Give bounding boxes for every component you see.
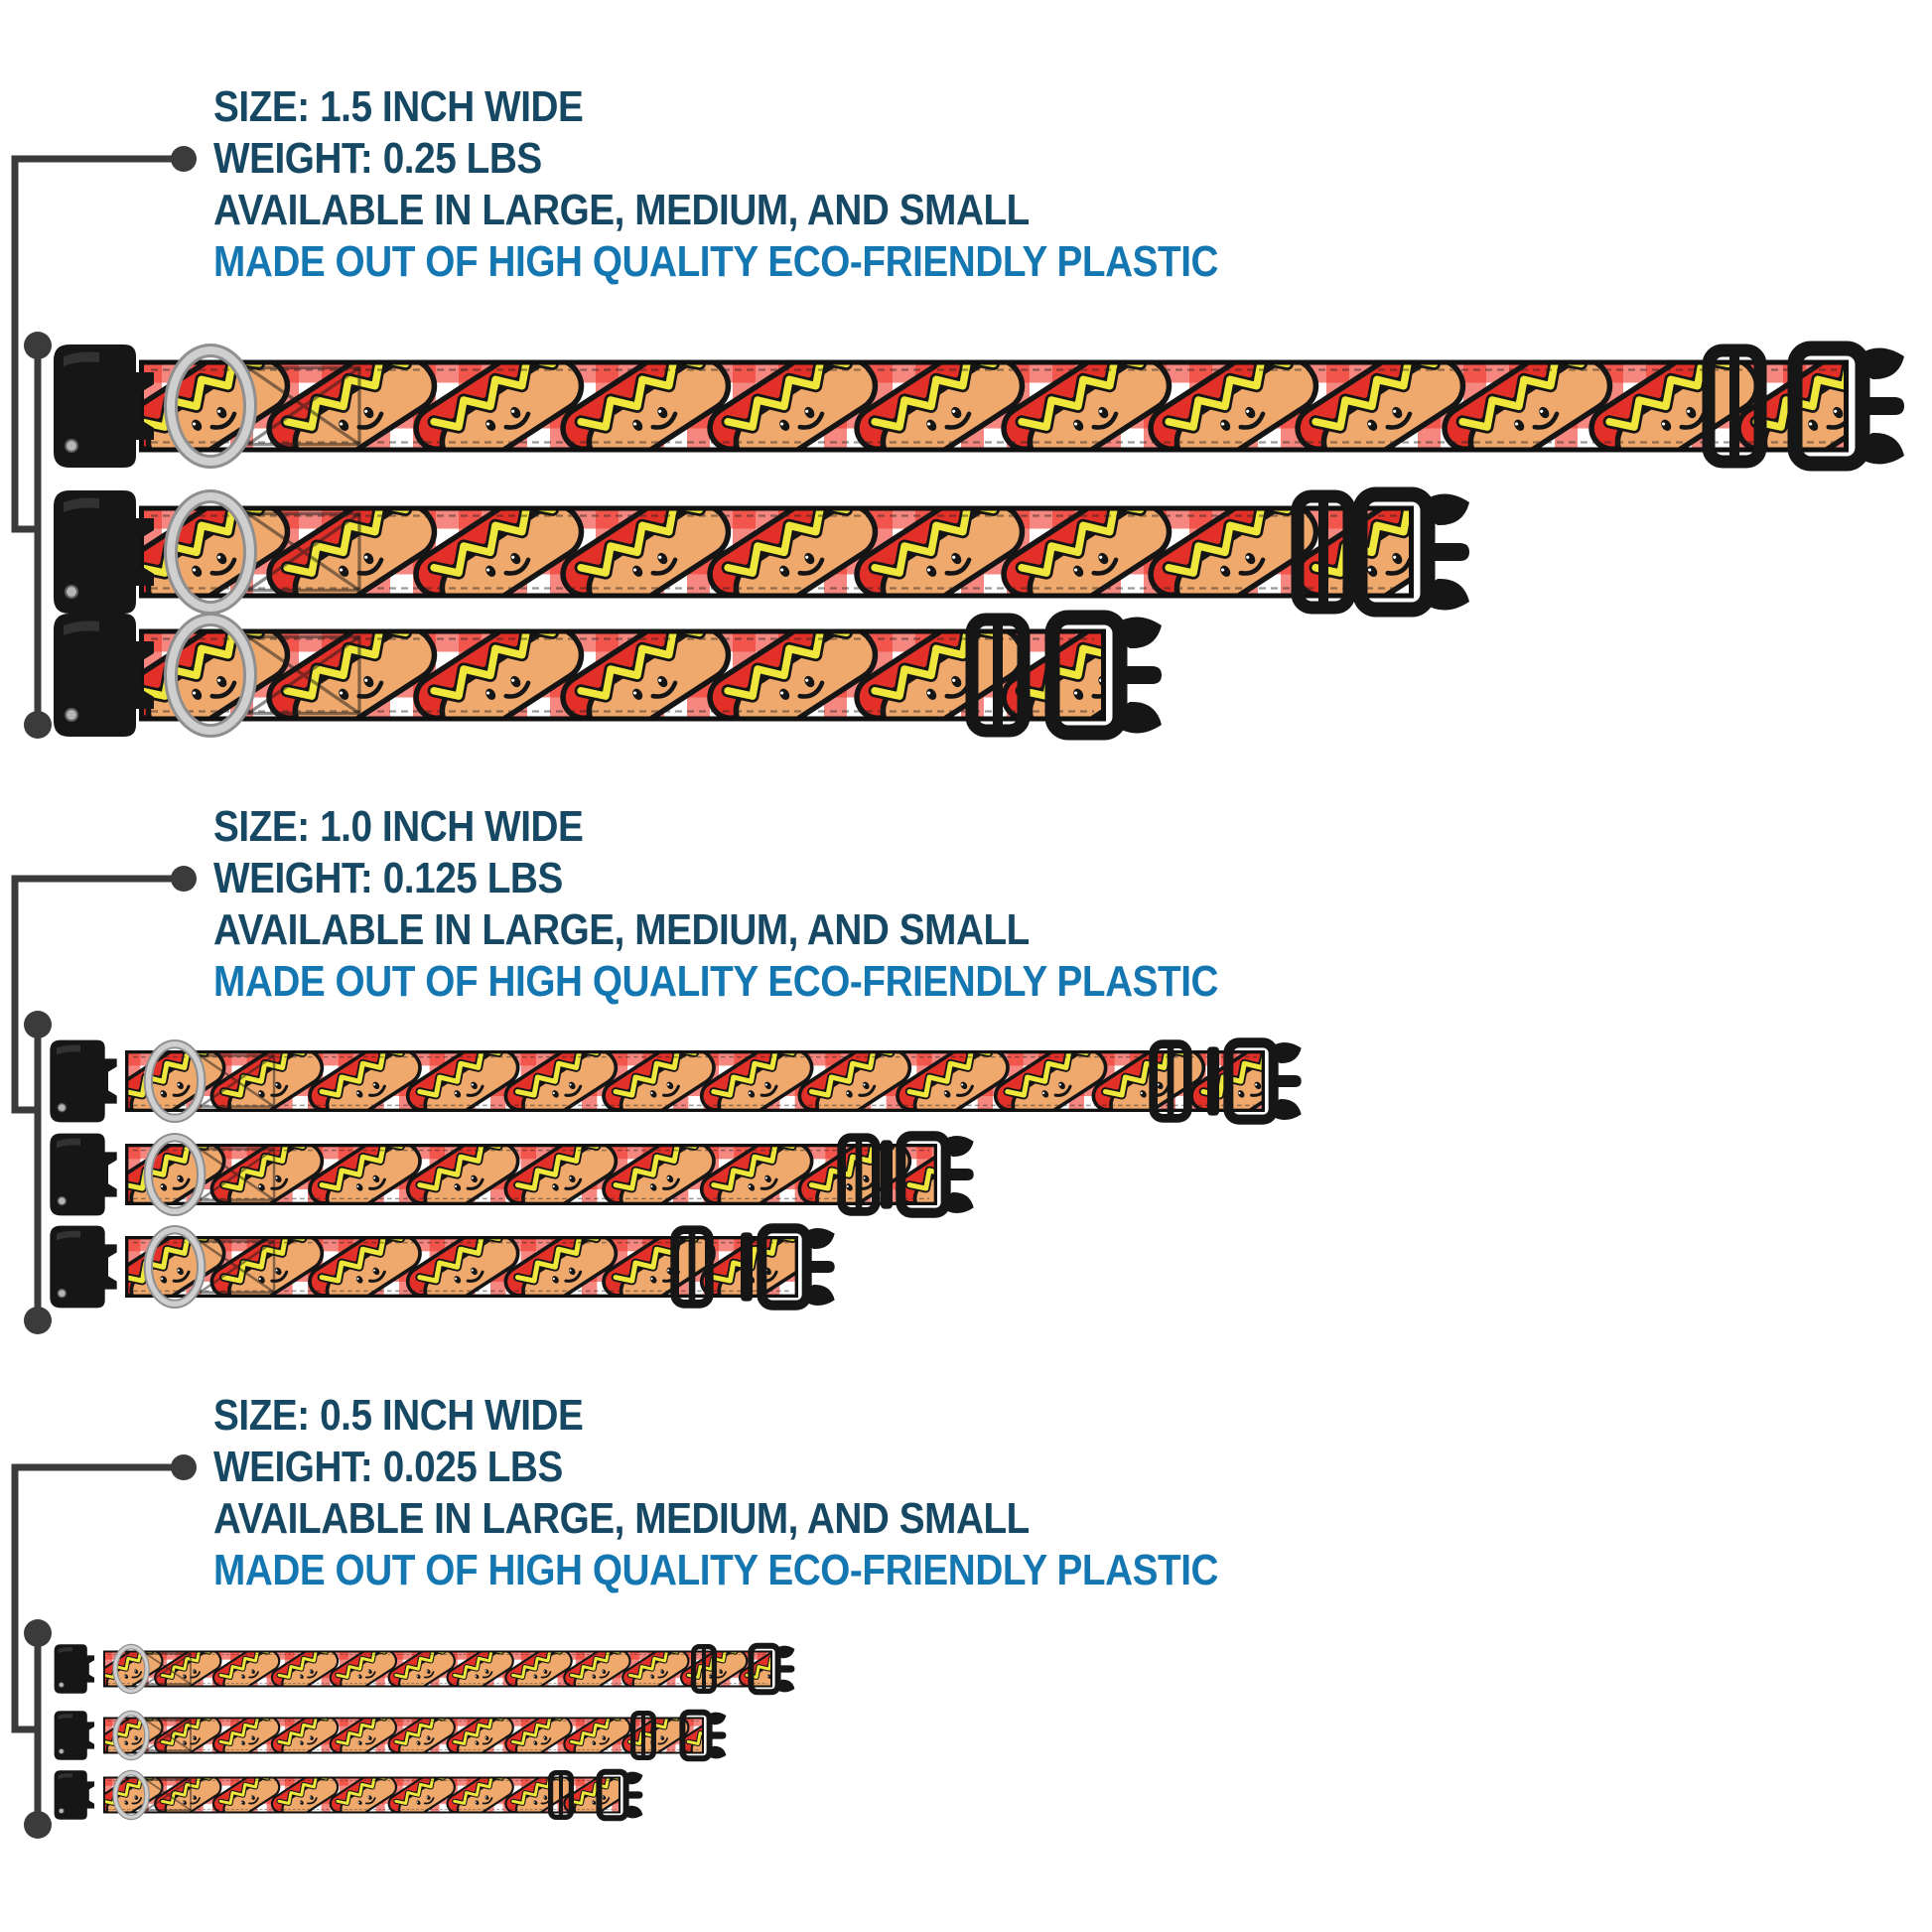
bracket-dot (171, 866, 197, 892)
hotdog-art (402, 1119, 531, 1227)
hotdog-art (500, 1026, 629, 1134)
hotdog-art (305, 1119, 434, 1227)
hotdog-art (561, 1703, 638, 1767)
hotdog-art (555, 469, 750, 631)
bracket-dot (24, 1011, 52, 1038)
collar-1.5in-small (54, 592, 1190, 755)
hotdog-art (207, 1119, 336, 1227)
hotdog-art (555, 592, 750, 755)
collar-1.0in-large (50, 1026, 1315, 1134)
size-line: SIZE: 1.5 INCH WIDE (213, 82, 584, 131)
hotdog-art (620, 1636, 697, 1701)
hotdog-art (893, 1026, 1022, 1134)
collar-1.5in-large (54, 323, 1925, 485)
strap-keeper (741, 1232, 753, 1301)
hotdog-art (444, 1762, 521, 1827)
hotdog-art (996, 469, 1190, 631)
bracket-dot (24, 1619, 52, 1647)
hotdog-art (1143, 323, 1337, 485)
collar-0.5in-small (55, 1762, 643, 1827)
bracket-dot (171, 146, 197, 172)
bracket-dot (24, 332, 52, 359)
hotdog-art (269, 1762, 346, 1827)
spec-text-1.5-inch (213, 81, 1218, 288)
hotdog-art (555, 323, 750, 485)
buckle-female-end (50, 1226, 116, 1309)
collar-strap (108, 1026, 1315, 1134)
bracket-dot (171, 1454, 197, 1480)
bracket-dot (24, 711, 52, 739)
hotdog-art (210, 1762, 288, 1827)
buckle-female-end (54, 614, 154, 737)
hotdog-art (702, 323, 897, 485)
collar-1.0in-small (50, 1211, 834, 1319)
bracket-dot (24, 1307, 52, 1334)
hotdog-art (328, 1703, 405, 1767)
hotdog-art (599, 1119, 728, 1227)
hotdog-art (794, 1026, 923, 1134)
hotdog-art (849, 323, 1043, 485)
hotdog-art (408, 592, 603, 755)
hotdog-art (599, 1026, 728, 1134)
buckle-female-end (54, 490, 154, 614)
hotdog-art (1437, 323, 1631, 485)
hotdog-art (996, 323, 1190, 485)
buckle-female-end (50, 1040, 116, 1123)
hotdog-art (385, 1762, 463, 1827)
collar-0.5in-medium (55, 1703, 756, 1767)
material-line: MADE OUT OF HIGH QUALITY ECO-FRIENDLY PLASTIC (213, 237, 1219, 286)
bracket-dot (24, 1811, 52, 1839)
hotdog-art (702, 469, 897, 631)
weight-line: WEIGHT: 0.025 LBS (213, 1443, 563, 1491)
hotdog-art (561, 1636, 638, 1701)
hotdog-art (502, 1703, 580, 1767)
buckle-female-end (54, 345, 154, 468)
hotdog-art (210, 1703, 288, 1767)
hotdog-art (1290, 323, 1484, 485)
hotdog-art (402, 1026, 531, 1134)
hotdog-art (696, 1026, 825, 1134)
hotdog-art (444, 1636, 521, 1701)
hotdog-art (502, 1636, 580, 1701)
collar-strap (114, 323, 1925, 485)
hotdog-art (207, 1026, 336, 1134)
hotdog-art (269, 1703, 346, 1767)
hotdog-art (328, 1636, 405, 1701)
collar-rows (50, 323, 1924, 1827)
collar-strap (108, 1211, 825, 1319)
hotdog-art (328, 1762, 405, 1827)
hotdog-art (849, 469, 1043, 631)
spec-text-0.5-inch (213, 1390, 1218, 1596)
hotdog-art (696, 1119, 825, 1227)
hotdog-art (408, 323, 603, 485)
collar-1.5in-medium (54, 469, 1484, 631)
hotdog-art (500, 1119, 629, 1227)
strap-keeper (881, 1140, 893, 1208)
hotdog-art (385, 1703, 463, 1767)
buckle-female-end (50, 1134, 116, 1216)
availability-line: AVAILABLE IN LARGE, MEDIUM, AND SMALL (213, 186, 1030, 234)
collar-1.0in-medium (50, 1119, 1022, 1227)
hotdog-art (207, 1211, 336, 1319)
hotdog-art (305, 1211, 434, 1319)
weight-line: WEIGHT: 0.25 LBS (213, 134, 542, 183)
weight-line: WEIGHT: 0.125 LBS (213, 854, 563, 902)
hotdog-art (500, 1211, 629, 1319)
hotdog-art (990, 1026, 1119, 1134)
size-line: SIZE: 1.0 INCH WIDE (213, 802, 584, 851)
hotdog-art (305, 1026, 434, 1134)
availability-line: AVAILABLE IN LARGE, MEDIUM, AND SMALL (213, 905, 1030, 954)
hotdog-art (702, 592, 897, 755)
strap-keeper (1207, 1046, 1219, 1115)
hotdog-art (402, 1211, 531, 1319)
material-line: MADE OUT OF HIGH QUALITY ECO-FRIENDLY PLASTIC (213, 957, 1219, 1006)
availability-line: AVAILABLE IN LARGE, MEDIUM, AND SMALL (213, 1494, 1030, 1543)
hotdog-art (385, 1636, 463, 1701)
hotdog-art (210, 1636, 288, 1701)
buckle-female-end (55, 1770, 94, 1820)
buckle-female-end (55, 1644, 94, 1694)
material-line: MADE OUT OF HIGH QUALITY ECO-FRIENDLY PLASTIC (213, 1546, 1219, 1594)
size-line: SIZE: 0.5 INCH WIDE (213, 1391, 584, 1440)
hotdog-art (444, 1703, 521, 1767)
spec-text-1.0-inch (213, 801, 1218, 1008)
buckle-female-end (55, 1711, 94, 1760)
hotdog-art (269, 1636, 346, 1701)
collar-0.5in-large (55, 1636, 814, 1701)
collar-strap (114, 469, 1484, 631)
hotdog-art (408, 469, 603, 631)
